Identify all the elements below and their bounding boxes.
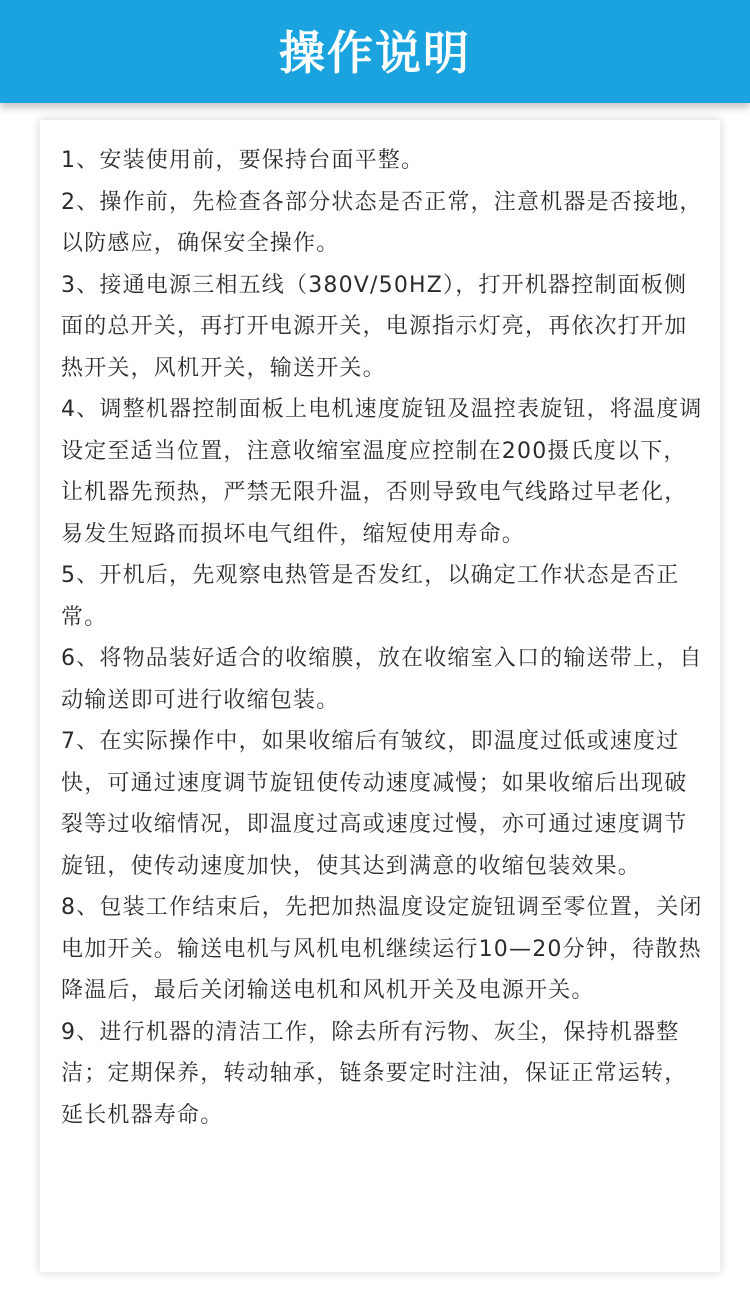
instruction-item-5: 5、开机后，先观察电热管是否发红，以确定工作状态是否正常。 bbox=[61, 563, 680, 630]
instruction-item-1: 1、安装使用前，要保持台面平整。 bbox=[61, 148, 425, 173]
page-title: 操作说明 bbox=[279, 25, 471, 80]
page-header bbox=[0, 0, 750, 103]
instruction-item-4: 4、调整机器控制面板上电机速度旋钮及温控表旋钮，将温度调设定至适当位置，注意收缩室温度应控制在200摄氏度以下，让机器先预热，严禁无限升温，否则导致电气线路过早老化，易发生短路而损坏电气组件，缩短使用寿命。 bbox=[61, 397, 703, 547]
instruction-item-9: 9、进行机器的清洁工作，除去所有污物、灰尘，保持机器整洁；定期保养，转动轴承，链条要定时注油，保证正常运转，延长机器寿命。 bbox=[61, 1019, 688, 1128]
instruction-item-3: 3、接通电源三相五线（380V/50HZ），打开机器控制面板侧面的总开关，再打开电源开关，电源指示灯亮，再依次打开加热开关，风机开关，输送开关。 bbox=[61, 272, 688, 381]
instruction-item-7: 7、在实际操作中，如果收缩后有皱纹，即温度过低或速度过快，可通过速度调节旋钮使传动速度减慢；如果收缩后出现破裂等过收缩情况，即温度过高或速度过慢，亦可通过速度调节旋钮，使传动速度加快，使其达到满意的收缩包装效果。 bbox=[61, 729, 688, 879]
instructions-list bbox=[61, 140, 706, 1136]
instruction-item-6: 6、将物品装好适合的收缩膜，放在收缩室入口的输送带上，自动输送即可进行收缩包装。 bbox=[61, 646, 703, 713]
instruction-item-2: 2、操作前，先检查各部分状态是否正常，注意机器是否接地，以防感应，确保安全操作。 bbox=[61, 189, 703, 256]
instruction-item-8: 8、包装工作结束后，先把加热温度设定旋钮调至零位置，关闭电加开关。输送电机与风机电机继续运行10—20分钟，待散热降温后，最后关闭输送电机和风机开关及电源开关。 bbox=[61, 895, 703, 1003]
